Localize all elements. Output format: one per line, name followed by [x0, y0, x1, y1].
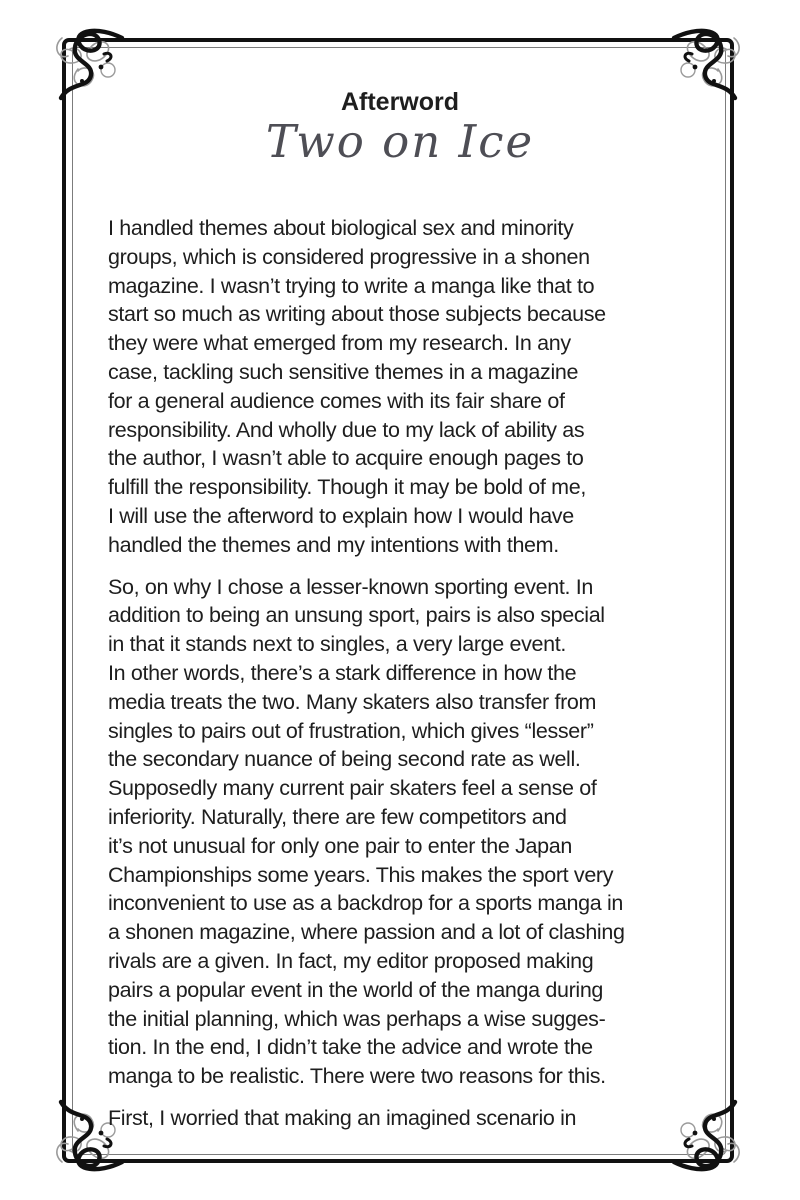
paragraph [108, 573, 692, 1091]
text-line: pairs a popular event in the world of the manga during [108, 977, 604, 1002]
text-line: handled the themes and my intentions with them. [108, 532, 559, 557]
text-line: manga to be realistic. There were two reasons for this. [108, 1064, 606, 1089]
text-line: the secondary nuance of being second rate as well. [108, 747, 581, 772]
paragraph [108, 214, 692, 560]
section-label: Afterword [340, 88, 460, 116]
text-line: inferiority. Naturally, there are few competitors and [108, 804, 567, 829]
text-line: a shonen magazine, where passion and a lot of clashing [108, 920, 625, 945]
text-line: So, on why I chose a lesser-known sporting event. In [108, 574, 593, 599]
text-line: media treats the two. Many skaters also transfer from [108, 689, 597, 714]
text-line: groups, which is considered progressive in a shonen [108, 244, 590, 269]
afterword-body [108, 214, 692, 1133]
text-line: I will use the afterword to explain how I would have [108, 503, 574, 528]
text-line: tion. In the end, I didn’t take the advice and wrote the [108, 1035, 593, 1060]
text-line: In other words, there’s a stark difference in how the [108, 660, 577, 685]
text-line: magazine. I wasn’t trying to write a manga like that to [108, 273, 595, 298]
text-line: in that it stands next to singles, a very large event. [108, 632, 566, 657]
text-line: fulfill the responsibility. Though it may be bold of me, [108, 475, 586, 500]
text-line: rivals are a given. In fact, my editor proposed making [108, 948, 594, 973]
text-line: I handled themes about biological sex and minority [108, 216, 574, 240]
text-line: singles to pairs out of frustration, which gives “lesser” [108, 718, 594, 743]
text-line: case, tackling such sensitive themes in a magazine [108, 359, 579, 384]
text-line: they were what emerged from my research. In any [108, 331, 571, 356]
text-line: inconvenient to use as a backdrop for a sports manga in [108, 891, 623, 916]
text-line: it’s not unusual for only one pair to enter the Japan [108, 833, 572, 858]
text-line: responsibility. And wholly due to my lack of ability as [108, 417, 585, 442]
text-line: Supposedly many current pair skaters feel a sense of [108, 776, 597, 801]
page-title: Two on Ice [265, 115, 535, 168]
paragraph [108, 1104, 692, 1133]
text-line: addition to being an unsung sport, pairs is also special [108, 603, 605, 628]
text-line: for a general audience comes with its fair share of [108, 388, 565, 413]
text-line: the author, I wasn’t able to acquire enough pages to [108, 446, 584, 471]
text-line: the initial planning, which was perhaps a wise sugges- [108, 1006, 606, 1031]
page-content [108, 88, 692, 1133]
text-line: start so much as writing about those subjects because [108, 302, 606, 327]
text-line: First, I worried that making an imagined scenario in [108, 1105, 577, 1130]
text-line: Championships some years. This makes the sport very [108, 862, 614, 887]
